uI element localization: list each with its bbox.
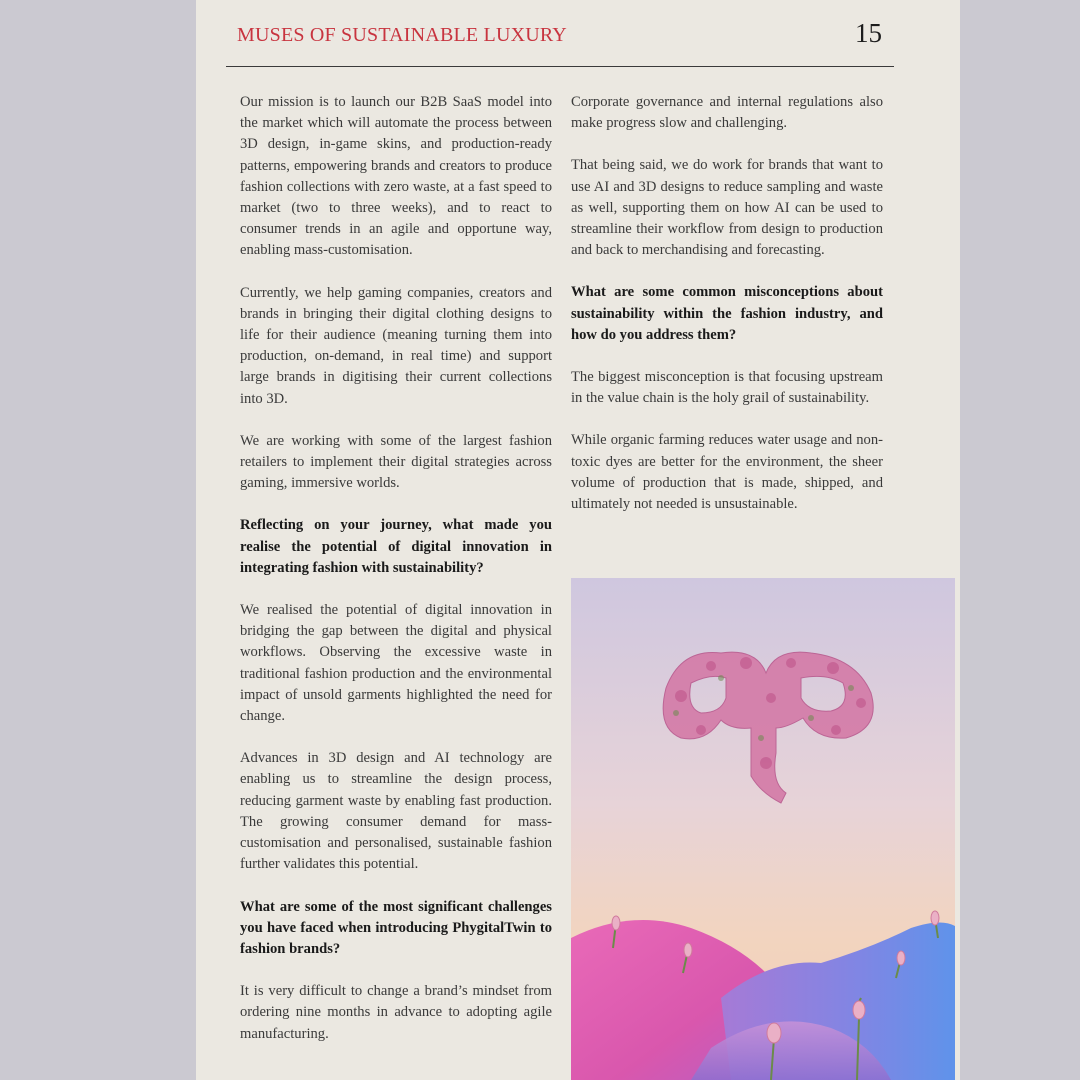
paragraph: We realised the potential of digital innovation in bridging the gap between the digital and physical workflows. Observing the excessive waste in traditional fashion production and the environmental impact of unsold garments highlighted the need for change.: [240, 602, 552, 725]
magazine-page: [196, 0, 960, 1080]
left-column: [240, 92, 552, 1066]
floral-logo-photo: [571, 578, 955, 1080]
paragraph: That being said, we do work for brands that want to use AI and 3D designs to reduce sampling and waste as well, supporting them on how AI can be used to streamline their workflow from design to production and back to merchandising and forecasting.: [571, 157, 883, 259]
header-divider: [226, 66, 894, 67]
paragraph: We are working with some of the largest fashion retailers to implement their digital strategies across gaming, immersive worlds.: [240, 432, 552, 492]
paragraph: It is very difficult to change a brand’s mindset from ordering nine months in advance to adopting agile manufacturing.: [240, 983, 552, 1042]
paragraph: While organic farming reduces water usage and non-toxic dyes are better for the environment, the sheer volume of production that is made, shipped, and ultimately not needed is unsustainable.: [571, 432, 883, 513]
interview-question: Reflecting on your journey, what made you realise the potential of digital innovation in integrating fashion with sustainability?: [240, 517, 552, 576]
right-column: [571, 92, 883, 536]
paragraph: Advances in 3D design and AI technology are enabling us to streamline the design process, reducing garment waste by enabling fast production. The growing consumer demand for mass-customisation and personalised, sustainable fashion further validates this potential.: [240, 750, 552, 873]
page-number: 15: [855, 18, 882, 48]
paragraph: Our mission is to launch our B2B SaaS model into the market which will automate the process between 3D design, in-game skins, and production-ready patterns, empowering brands and creators to produce fashion collections with zero waste, at a fast speed to market (two to three weeks), and to react to consumer trends in an agile and opportune way, enabling mass-customisation.: [240, 94, 552, 259]
interview-question: What are some common misconceptions about sustainability within the fashion industry, and how do you address them?: [571, 284, 883, 343]
interview-question: What are some of the most significant challenges you have faced when introducing PhygitalTwin to fashion brands?: [240, 898, 552, 957]
paragraph: Corporate governance and internal regulations also make progress slow and challenging.: [571, 94, 883, 132]
page-header-title: MUSES OF SUSTAINABLE LUXURY: [237, 24, 567, 46]
paragraph: Currently, we help gaming companies, creators and brands in bringing their digital clothing designs to life for their audience (meaning turning them into production, on-demand, in real time) and support large brands in digitising their current collections into 3D.: [240, 284, 552, 407]
paragraph: The biggest misconception is that focusing upstream in the value chain is the holy grail of sustainability.: [571, 369, 883, 407]
